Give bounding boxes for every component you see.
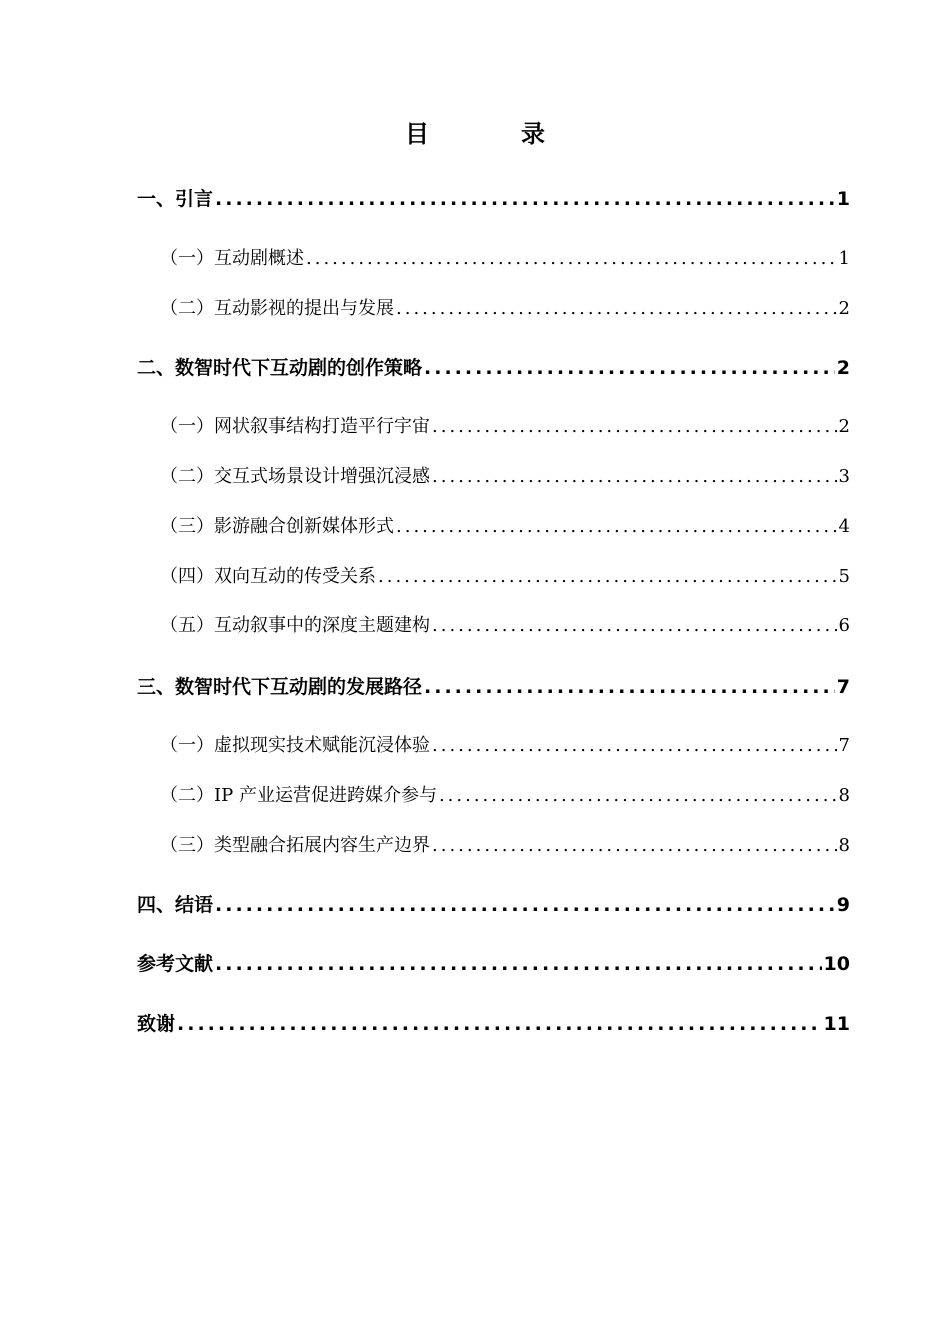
toc-leader bbox=[424, 676, 835, 698]
toc-entry[interactable] bbox=[160, 562, 850, 588]
toc-page-number: 1 bbox=[838, 248, 850, 269]
toc-entry[interactable] bbox=[160, 731, 850, 757]
toc-entry-text: （三）影游融合创新媒体形式 bbox=[160, 516, 394, 537]
toc-entry-text: 三、数智时代下互动剧的发展路径 bbox=[137, 676, 423, 698]
toc-entry[interactable] bbox=[160, 781, 850, 807]
toc-leader bbox=[215, 953, 822, 975]
toc-entry-text: （三）类型融合拓展内容生产边界 bbox=[160, 835, 430, 856]
toc-page-number: 3 bbox=[838, 466, 850, 487]
toc-entry[interactable] bbox=[160, 294, 850, 320]
toc-page-number: 8 bbox=[838, 835, 850, 856]
toc-entry-text: （一）虚拟现实技术赋能沉浸体验 bbox=[160, 735, 430, 756]
toc-entry[interactable] bbox=[137, 353, 850, 380]
toc-page-number: 9 bbox=[836, 894, 850, 916]
toc-entry-text: 参考文献 bbox=[137, 953, 214, 975]
toc-entry-text: 二、数智时代下互动剧的创作策略 bbox=[137, 357, 423, 379]
toc-entry[interactable] bbox=[137, 184, 850, 211]
toc-leader bbox=[378, 566, 837, 587]
toc-entry[interactable] bbox=[160, 512, 850, 538]
toc-leader bbox=[396, 298, 837, 319]
toc-entry[interactable] bbox=[160, 244, 850, 270]
toc-entry-text: 一、引言 bbox=[137, 188, 214, 210]
toc-page-number: 5 bbox=[838, 566, 850, 587]
toc-page-number: 8 bbox=[838, 785, 850, 806]
toc-leader bbox=[306, 248, 837, 269]
toc-leader bbox=[432, 416, 837, 437]
toc-entry-text: （二）IP 产业运营促进跨媒介参与 bbox=[160, 785, 437, 806]
toc-entry[interactable] bbox=[160, 831, 850, 857]
toc-leader bbox=[424, 357, 835, 379]
toc-entry-text: 致谢 bbox=[137, 1013, 176, 1035]
toc-leader bbox=[439, 785, 837, 806]
toc-page-number: 11 bbox=[823, 1013, 850, 1035]
toc-entry-text: （一）网状叙事结构打造平行宇宙 bbox=[160, 416, 430, 437]
toc-entry-text: 四、结语 bbox=[137, 894, 214, 916]
toc-page-number: 10 bbox=[823, 953, 850, 975]
toc-leader bbox=[396, 516, 837, 537]
toc-leader bbox=[215, 894, 835, 916]
toc-page-number: 2 bbox=[836, 357, 850, 379]
toc-leader bbox=[432, 735, 837, 756]
toc-entry-text: （二）互动影视的提出与发展 bbox=[160, 298, 394, 319]
toc-page-number: 7 bbox=[838, 735, 850, 756]
toc-entry[interactable] bbox=[137, 1009, 850, 1036]
toc-leader bbox=[215, 188, 835, 210]
toc-entry[interactable] bbox=[137, 890, 850, 917]
toc-leader bbox=[432, 615, 837, 636]
toc-entry[interactable] bbox=[160, 412, 850, 438]
toc-page-number: 7 bbox=[836, 676, 850, 698]
toc-page-number: 2 bbox=[838, 298, 850, 319]
toc-entry-text: （五）互动叙事中的深度主题建构 bbox=[160, 615, 430, 636]
toc-page-number: 2 bbox=[838, 416, 850, 437]
toc-page-number: 4 bbox=[838, 516, 850, 537]
toc-entry[interactable] bbox=[137, 672, 850, 699]
toc-entry[interactable] bbox=[137, 949, 850, 976]
toc-page-number: 1 bbox=[836, 188, 850, 210]
toc-leader bbox=[177, 1013, 822, 1035]
toc-entry-text: （四）双向互动的传受关系 bbox=[160, 566, 376, 587]
toc-page-number: 6 bbox=[838, 615, 850, 636]
toc-entry[interactable] bbox=[160, 462, 850, 488]
page-title: 目 录 bbox=[405, 120, 579, 148]
toc-entry[interactable] bbox=[160, 611, 850, 637]
toc-leader bbox=[432, 835, 837, 856]
toc-entry-text: （二）交互式场景设计增强沉浸感 bbox=[160, 466, 430, 487]
toc-leader bbox=[432, 466, 837, 487]
toc-entry-text: （一）互动剧概述 bbox=[160, 248, 304, 269]
